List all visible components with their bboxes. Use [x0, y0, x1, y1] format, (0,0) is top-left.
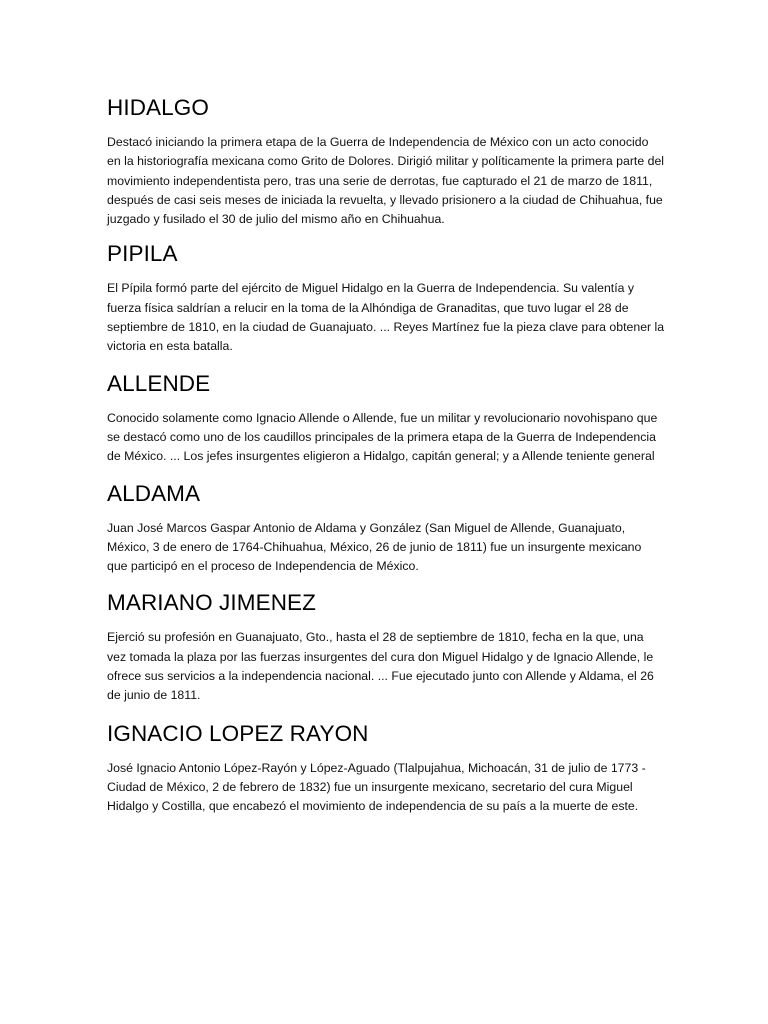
section-hidalgo [107, 92, 665, 229]
section-heading: HIDALGO [107, 95, 209, 120]
section-paragraph: Juan José Marcos Gaspar Antonio de Aldama y González (San Miguel de Allende, Guanajuato, México, 3 de enero de 1764-Chihuahua, México, 26 de junio de 1811) fue un insurgente mexicano que participó en el proceso de Independencia de México. [107, 520, 642, 574]
section-heading: IGNACIO LOPEZ RAYON [107, 720, 369, 746]
section-heading: ALDAMA [107, 480, 201, 506]
section-paragraph: José Ignacio Antonio López-Rayón y López-Aguado (Tlalpujahua, Michoacán, 31 de julio de 1773 - Ciudad de México, 2 de febrero de 1832) fue un insurgente mexicano, secretario del cura Miguel Hidalgo y Costilla, que encabezó el movimiento de independencia de su país a la muerte de este. [107, 760, 646, 814]
section-heading: ALLENDE [107, 370, 211, 396]
section-ignacio-lopez-rayon [107, 718, 665, 817]
section-paragraph: Ejerció su profesión en Guanajuato, Gto., hasta el 28 de septiembre de 1810, fecha en la que, una vez tomada la plaza por las fuerzas insurgentes del cura don Miguel Hidalgo y de Ignacio Allende, le ofrece sus servicios a la independencia nacional. ... Fue ejecutado junto con Allende y Aldama, el 26 de junio de 1811. [107, 630, 654, 703]
section-allende [107, 368, 665, 467]
section-paragraph: Conocido solamente como Ignacio Allende o Allende, fue un militar y revolucionario novohispano que se destacó como uno de los caudillos principales de la primera etapa de la Guerra de Independencia de México. ... Los jefes insurgentes eligieron a Hidalgo, capitán general; y a Allende teniente general [107, 410, 658, 464]
section-heading: PIPILA [107, 241, 178, 267]
section-aldama [107, 478, 665, 577]
document-content [107, 92, 665, 817]
section-paragraph: Destacó iniciando la primera etapa de la Guerra de Independencia de México con un acto conocido en la historiografía mexicana como Grito de Dolores. Dirigió militar y políticamente la primera parte del movimiento independentista pero, tras una serie de derrotas, fue capturado el 21 de marzo de 1811, después de casi seis meses de iniciada la revuelta, y llevado prisionero a la ciudad de Chihuahua, fue juzgado y fusilado el 30 de julio del mismo año en Chihuahua. [107, 135, 665, 227]
section-pipila [107, 238, 665, 356]
section-mariano-jimenez [107, 587, 665, 705]
section-heading: MARIANO JIMENEZ [107, 590, 317, 616]
section-paragraph: El Pípila formó parte del ejército de Miguel Hidalgo en la Guerra de Independencia. Su valentía y fuerza física saldrían a relucir en la toma de la Alhóndiga de Granaditas, que tuvo lugar el 28 de septiembre de 1810, en la ciudad de Guanajuato. ... Reyes Martínez fue la pieza clave para obtener la victoria en esta batalla. [107, 281, 665, 354]
